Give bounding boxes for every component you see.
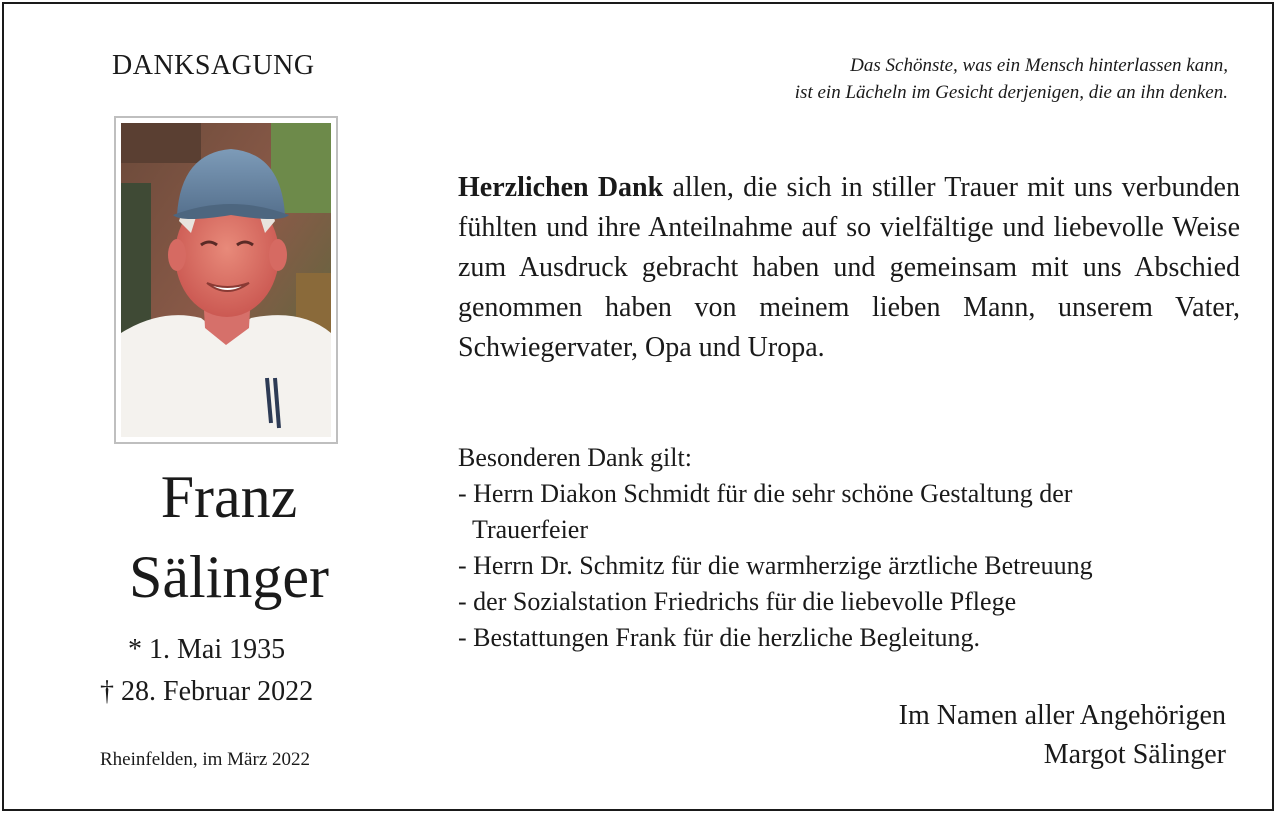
list-item-continuation: Trauerfeier bbox=[472, 515, 588, 544]
portrait-photo bbox=[121, 123, 331, 437]
signature-name: Margot Sälinger bbox=[1043, 739, 1226, 770]
place-and-date: Rheinfelden, im März 2022 bbox=[100, 749, 311, 770]
list-item-line: - Herrn Diakon Schmidt für die sehr schöne Gestaltung der bbox=[458, 479, 1073, 508]
birth-date: * 1. Mai 1935 bbox=[128, 634, 286, 665]
obituary-card bbox=[2, 2, 1274, 811]
first-name: Franz bbox=[160, 464, 298, 530]
list-item bbox=[458, 476, 1248, 548]
list-item bbox=[458, 548, 1248, 584]
list-item bbox=[458, 620, 1248, 656]
special-thanks bbox=[458, 440, 1248, 656]
motto-line-1: Das Schönste, was ein Mensch hinterlassen kann, bbox=[850, 55, 1228, 76]
thanks-body: allen, die sich in stiller Trauer mit uns verbunden fühlten und ihre Anteilnahme auf so vielfältige und liebevolle Weise zum Ausdruck gebracht haben und gemeinsam mit uns Abschied genommen haben von meinem lieben Mann, unserem Vater, Schwiegervater, Opa und Uropa. bbox=[458, 172, 1240, 363]
last-name: Sälinger bbox=[129, 544, 329, 610]
main-thanks-paragraph bbox=[458, 168, 1240, 368]
signature-line-1: Im Namen aller Angehörigen bbox=[898, 700, 1226, 731]
list-item-line: - Bestattungen Frank für die herzliche Begleitung. bbox=[458, 623, 981, 652]
special-thanks-intro: Besonderen Dank gilt: bbox=[458, 443, 692, 472]
list-item-line: - Herrn Dr. Schmitz für die warmherzige ärztliche Betreuung bbox=[458, 551, 1093, 580]
heading: DANKSAGUNG bbox=[112, 50, 315, 81]
list-item-line: - der Sozialstation Friedrichs für die liebevolle Pflege bbox=[458, 587, 1017, 616]
list-item bbox=[458, 584, 1248, 620]
motto-line-2: ist ein Lächeln im Gesicht derjenigen, die an ihn denken. bbox=[794, 82, 1228, 103]
death-date: † 28. Februar 2022 bbox=[100, 676, 314, 707]
motto-quote bbox=[795, 52, 1228, 106]
portrait-photo-frame bbox=[114, 116, 338, 444]
signature bbox=[899, 696, 1226, 774]
thanks-lead: Herzlichen Dank bbox=[458, 172, 664, 203]
